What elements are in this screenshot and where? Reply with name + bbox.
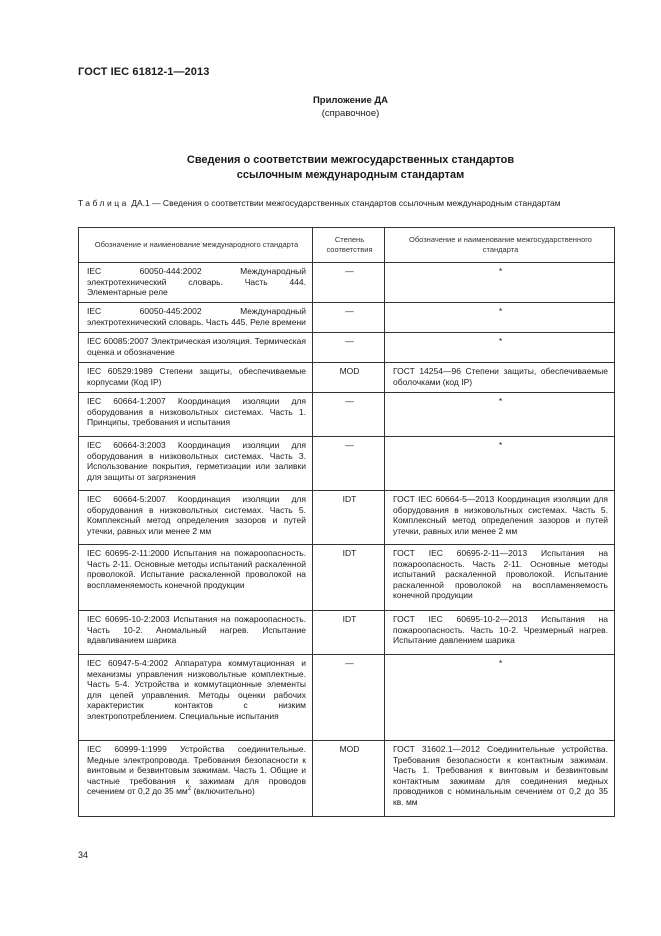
header-degree: Степень соответствия: [313, 228, 385, 263]
table-row: [79, 333, 615, 363]
intl-standard-tail: (включительно): [191, 786, 255, 797]
annex-title: Приложение ДА: [312, 95, 389, 106]
table-row: [79, 437, 615, 491]
degree-cell: MOD: [313, 363, 385, 393]
gost-standard-cell: ГОСТ 31602.1—2012 Соединительные устройства. Требования безопасности к контактным зажимам. Часть 1. Требования к винтовым и безвинтовым контактным зажимам для соединения медных проводников с номинальным сечением от 0,2 до 35 кв. мм: [385, 741, 615, 817]
table-row: [79, 655, 615, 741]
table-header-row: [79, 228, 615, 263]
table-caption-text: ДА.1 — Сведения о соответствии межгосударственных стандартов ссылочным международным стандартам: [128, 198, 561, 208]
degree-cell: —: [313, 263, 385, 303]
intl-standard-cell: IEC 60947-5-4:2002 Аппаратура коммутационная и механизмы управления низковольтные комплектные. Часть 5-4. Устройства и коммутационные элементы для цепей управления. Методы оценки рабочих характеристик контактов с низким электропотреблением. Специальные испытания: [79, 655, 313, 741]
annex-subtitle: (справочное): [321, 108, 380, 119]
degree-cell: —: [313, 303, 385, 333]
gost-standard-cell: *: [385, 263, 615, 303]
degree-cell: IDT: [313, 491, 385, 545]
degree-cell: —: [313, 437, 385, 491]
table-caption: [78, 197, 613, 209]
header-gost-standard: Обозначение и наименование межгосударственного стандарта: [385, 228, 615, 263]
intl-standard-cell: IEC 60085:2007 Электрическая изоляция. Термическая оценка и обозначение: [79, 333, 313, 363]
intl-standard-cell: IEC 60695-2-11:2000 Испытания на пожароопасность. Часть 2-11. Основные методы испытаний раскаленной проволокой. Испытание раскаленной проволокой на воспламеняемость конечной продукции: [79, 545, 313, 611]
degree-cell: —: [313, 393, 385, 437]
correspondence-table: [78, 227, 615, 817]
table-row: [79, 545, 615, 611]
intl-standard-cell: IEC 60664-1:2007 Координация изоляции для оборудования в низковольтных системах. Часть 1. Принципы, требования и испытания: [79, 393, 313, 437]
intl-standard-cell: IEC 60695-10-2:2003 Испытания на пожароопасность. Часть 10-2. Аномальный нагрев. Испытание вдавливанием шарика: [79, 611, 313, 655]
header-intl-standard: Обозначение и наименование международного стандарта: [79, 228, 313, 263]
table-row: [79, 303, 615, 333]
degree-cell: —: [313, 333, 385, 363]
table-row: [79, 491, 615, 545]
gost-standard-cell: ГОСТ IEC 60664-5—2013 Координация изоляции для оборудования в низковольтных системах. Часть 5. Комплексный метод определения зазоров и путей утечки, равных или менее 2 мм: [385, 491, 615, 545]
section-title-line-1: Сведения о соответствии межгосударственных стандартов: [186, 154, 515, 166]
degree-cell: MOD: [313, 741, 385, 817]
table-row: [79, 393, 615, 437]
gost-standard-cell: ГОСТ IEC 60695-2-11—2013 Испытания на пожароопасность. Часть 2-11. Основные методы испытаний раскаленной проволокой. Испытание раскаленной проволокой на воспламеняемость конечной продукции: [385, 545, 615, 611]
degree-cell: IDT: [313, 545, 385, 611]
superscript: 2: [187, 786, 192, 793]
intl-standard-cell: IEC 60050-445:2002 Международный электротехнический словарь. Часть 445. Реле времени: [79, 303, 313, 333]
gost-standard-cell: ГОСТ 14254—96 Степени защиты, обеспечиваемые оболочками (код IP): [385, 363, 615, 393]
intl-standard-text: IEC 60999-1:1999 Устройства соединительные. Медные электропровода. Требования безопасности к винтовым и безвинтовым зажимам. Часть 1. Общие и частные требования к зажимам для проводов сечением от 0,2 до 35 мм: [87, 744, 306, 797]
intl-standard-cell: IEC 60050-444:2002 Международный электротехнический словарь. Часть 444. Элементарные реле: [79, 263, 313, 303]
page-number: 34: [78, 850, 89, 860]
table-caption-label: Таблица: [78, 198, 129, 208]
gost-standard-cell: *: [385, 303, 615, 333]
gost-standard-cell: ГОСТ IEC 60695-10-2—2013 Испытания на пожароопасность. Часть 10-2. Чрезмерный нагрев. Испытание давлением шарика: [385, 611, 615, 655]
intl-standard-cell: IEC 60529:1989 Степени защиты, обеспечиваемые корпусами (Код IP): [79, 363, 313, 393]
gost-standard-cell: *: [385, 437, 615, 491]
section-title: [20, 153, 661, 183]
degree-cell: —: [313, 655, 385, 741]
gost-standard-cell: *: [385, 393, 615, 437]
document-header: ГОСТ IEC 61812-1—2013: [78, 66, 210, 78]
intl-standard-cell: [79, 741, 313, 817]
intl-standard-cell: IEC 60664-5:2007 Координация изоляции для оборудования в низковольтных системах. Часть 5. Комплексный метод определения зазоров и путей утечки, равных или менее 2 мм: [79, 491, 313, 545]
table-row: [79, 363, 615, 393]
table-row: [79, 611, 615, 655]
table-row: [79, 741, 615, 817]
gost-standard-cell: *: [385, 333, 615, 363]
section-title-line-2: ссылочным международным стандартам: [236, 169, 465, 181]
table-row: [79, 263, 615, 303]
gost-standard-cell: *: [385, 655, 615, 741]
intl-standard-cell: IEC 60664-3:2003 Координация изоляции для оборудования в низковольтных системах. Часть 3. Использование покрытия, герметизации или заливки для защиты от загрязнения: [79, 437, 313, 491]
degree-cell: IDT: [313, 611, 385, 655]
